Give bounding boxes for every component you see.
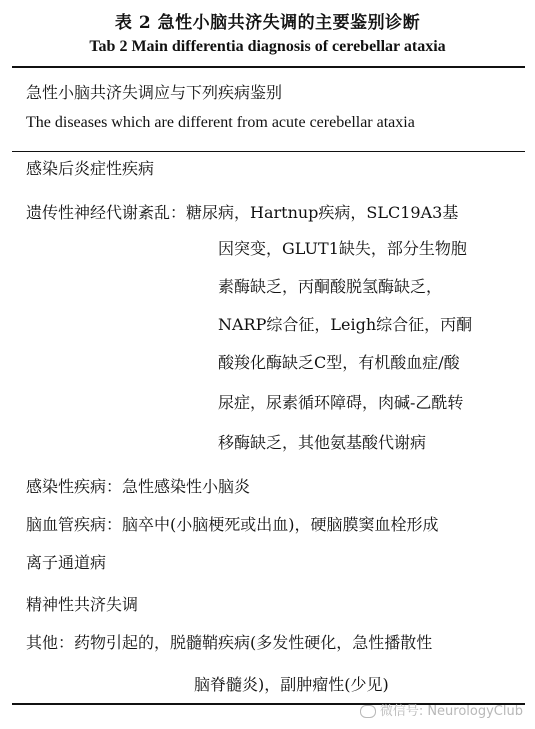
row-metabolic-2: 因突变，GLUT1缺失，部分生物胞 bbox=[218, 239, 467, 258]
table-title-chinese: 表 2 急性小脑共济失调的主要鉴别诊断 bbox=[114, 13, 421, 33]
header-chinese: 急性小脑共济失调应与下列疾病鉴别 bbox=[26, 83, 283, 102]
row-metabolic-7: 移酶缺乏，其他氨基酸代谢病 bbox=[218, 433, 427, 452]
row-metabolic-6: 尿症，尿素循环障碍，肉碱-乙酰转 bbox=[218, 393, 464, 412]
row-cerebrovascular: 脑血管疾病：脑卒中(小脑梗死或出血)，硬脑膜窦血栓形成 bbox=[26, 515, 439, 534]
row-metabolic-1: 遗传性神经代谢紊乱：糖尿病，Hartnup疾病，SLC19A3基 bbox=[26, 203, 459, 222]
top-rule bbox=[12, 66, 525, 68]
row-metabolic-3: 素酶缺乏，丙酮酸脱氢酶缺乏， bbox=[218, 277, 443, 296]
row-postinfectious: 感染后炎症性疾病 bbox=[26, 159, 155, 178]
watermark-text: 微信号: NeurologyClub bbox=[379, 704, 523, 719]
wechat-icon bbox=[360, 705, 376, 718]
row-infectious: 感染性疾病：急性感染性小脑炎 bbox=[26, 477, 251, 496]
row-metabolic-4: NARP综合征，Leigh综合征，丙酮 bbox=[218, 315, 473, 334]
header-english: The diseases which are different from acute cerebellar ataxia bbox=[26, 114, 415, 131]
row-psychogenic: 精神性共济失调 bbox=[26, 595, 139, 614]
watermark bbox=[360, 700, 523, 719]
row-metabolic-5: 酸羧化酶缺乏C型，有机酸血症/酸 bbox=[218, 353, 460, 372]
middle-rule bbox=[12, 151, 525, 152]
row-other-1: 其他：药物引起的，脱髓鞘疾病(多发性硬化，急性播散性 bbox=[26, 633, 433, 652]
row-other-2: 脑脊髓炎)，副肿瘤性(少见) bbox=[194, 675, 389, 694]
table-title-english: Tab 2 Main differentia diagnosis of cerebellar ataxia bbox=[89, 38, 446, 55]
row-channelopathy: 离子通道病 bbox=[26, 553, 107, 572]
